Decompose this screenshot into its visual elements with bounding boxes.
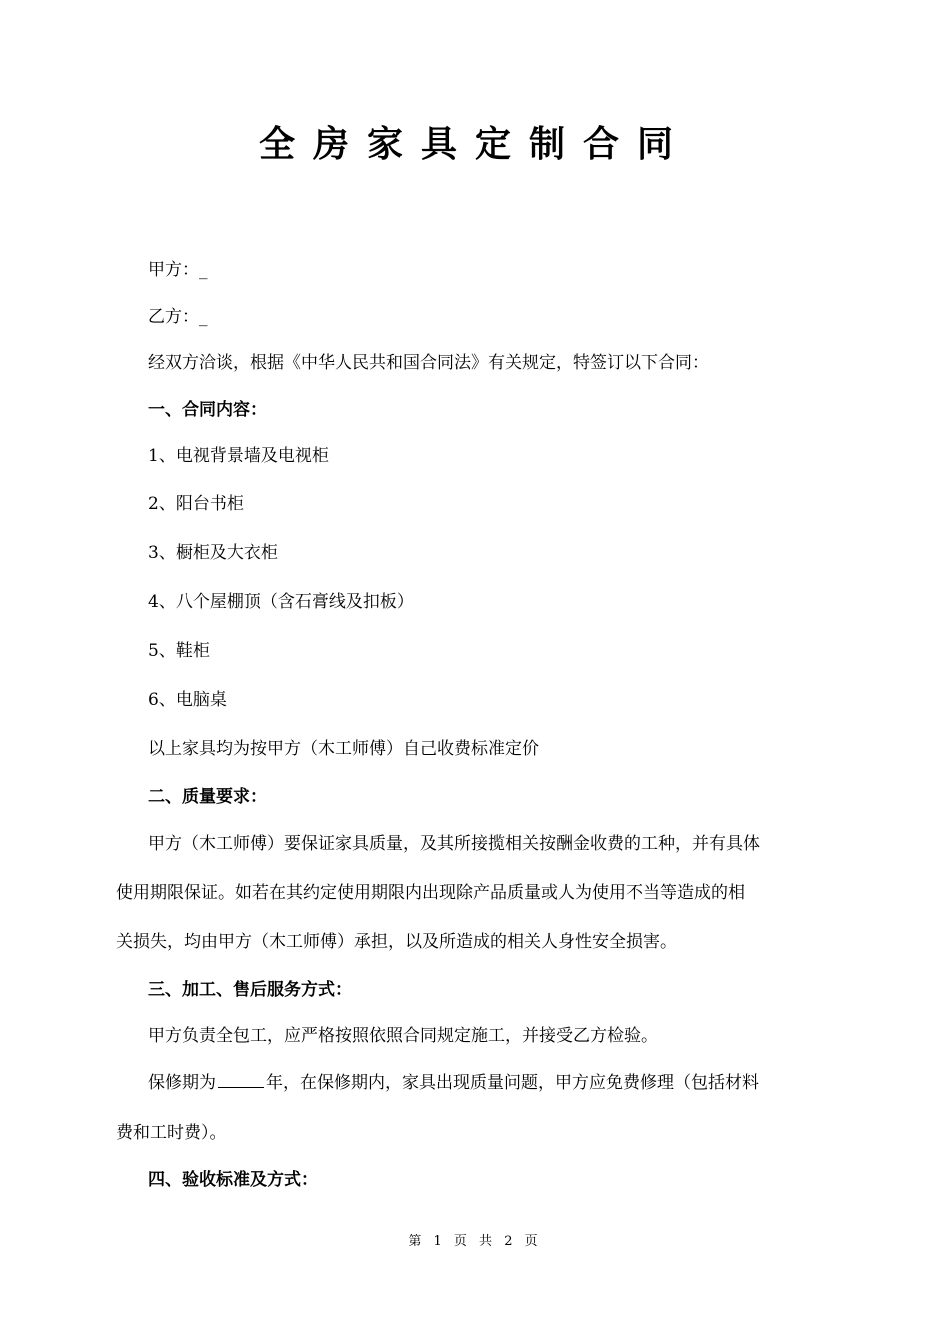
warranty-years-blank bbox=[218, 1071, 264, 1088]
intro-paragraph: 经双方洽谈，根据《中华人民共和国合同法》有关规定，特签订以下合同： bbox=[148, 353, 709, 373]
section1-heading: 一、合同内容： bbox=[148, 400, 267, 420]
list-item: 4、八个屋棚顶（含石膏线及扣板） bbox=[148, 592, 414, 612]
quality-paragraph-line3: 关损失，均由甲方（木工师傅）承担，以及所造成的相关人身性安全损害。 bbox=[116, 932, 677, 952]
warranty-paragraph-line1 bbox=[148, 1071, 759, 1095]
page-footer: 第 1 页 共 2 页 bbox=[408, 1234, 542, 1249]
list-item: 1、电视背景墙及电视柜 bbox=[148, 446, 329, 466]
party-b-line: 乙方：_ bbox=[148, 307, 208, 327]
quality-paragraph-line1: 甲方（木工师傅）要保证家具质量，及其所接揽相关按酬金收费的工种，并有具体 bbox=[148, 834, 760, 854]
pricing-note: 以上家具均为按甲方（木工师傅）自己收费标准定价 bbox=[148, 739, 539, 759]
service-paragraph-line1: 甲方负责全包工，应严格按照依照合同规定施工，并接受乙方检验。 bbox=[148, 1026, 658, 1046]
document-title: 全房家具定制合同 bbox=[258, 123, 691, 165]
list-item: 3、橱柜及大衣柜 bbox=[148, 543, 278, 563]
list-item: 5、鞋柜 bbox=[148, 641, 210, 661]
party-a-line: 甲方：_ bbox=[148, 260, 208, 280]
quality-paragraph-line2: 使用期限保证。如若在其约定使用期限内出现除产品质量或人为使用不当等造成的相 bbox=[116, 883, 745, 903]
list-item: 6、电脑桌 bbox=[148, 690, 227, 710]
section2-heading: 二、质量要求： bbox=[148, 787, 267, 807]
warranty-suffix: 年，在保修期内，家具出现质量问题，甲方应免费修理（包括材料 bbox=[266, 1073, 759, 1093]
section3-heading: 三、加工、售后服务方式： bbox=[148, 980, 352, 1000]
warranty-prefix: 保修期为 bbox=[148, 1073, 216, 1093]
list-item: 2、阳台书柜 bbox=[148, 494, 244, 514]
warranty-paragraph-line2: 费和工时费）。 bbox=[116, 1123, 227, 1143]
section4-heading: 四、验收标准及方式： bbox=[148, 1170, 318, 1190]
